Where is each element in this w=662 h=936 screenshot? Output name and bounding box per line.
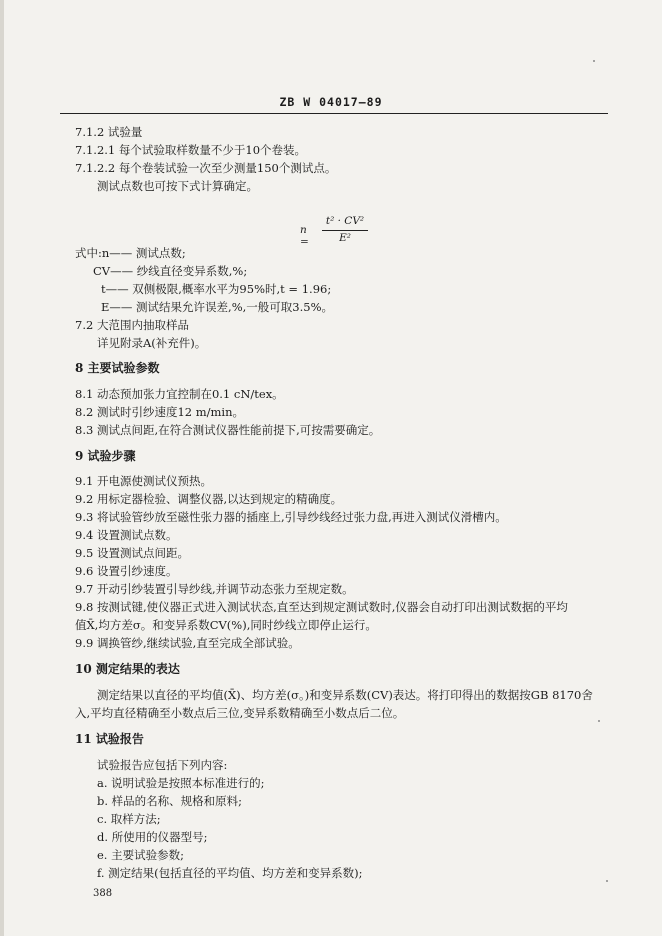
report-item-c: c. 取样方法; <box>97 812 161 826</box>
clause-7-2: 7.2 大范围内抽取样品 <box>75 318 189 332</box>
page-number: 388 <box>93 888 113 899</box>
clause-9-8-cont: 值X̄,均方差σ。和变异系数CV(%),同时纱线立即停止运行。 <box>75 618 377 632</box>
report-item-e: e. 主要试验参数; <box>97 848 184 862</box>
scan-speck <box>593 60 595 62</box>
where-cv: CV—— 纱线直径变异系数,%; <box>93 264 248 278</box>
section-8-heading: 8 主要试验参数 <box>75 361 160 375</box>
scan-edge <box>0 0 4 936</box>
where-e: E—— 测试结果允许误差,%,一般可取3.5%。 <box>101 300 334 314</box>
clause-9-7: 9.7 开动引纱装置引导纱线,并调节动态张力至规定数。 <box>75 582 354 596</box>
scan-speck <box>598 720 600 722</box>
clause-9-8: 9.8 按测试键,使仪器正式进入测试状态,直至达到规定测试数时,仪器会自动打印出测试数据的平均 <box>75 600 568 614</box>
clause-8-3: 8.3 测试点间距,在符合测试仪器性能前提下,可按需要确定。 <box>75 423 381 437</box>
report-item-f: f. 测定结果(包括直径的平均值、均方差和变异系数); <box>97 866 363 880</box>
appendix-ref: 详见附录A(补充件)。 <box>97 336 207 350</box>
report-item-a: a. 说明试验是按照本标准进行的; <box>97 776 265 790</box>
section-10-para: 测定结果以直径的平均值(X̄)、均方差(σ。)和变异系数(CV)表达。将打印得出的数据按GB 8170舍 <box>97 688 593 702</box>
section-11-heading: 11 试验报告 <box>75 732 144 746</box>
clause-9-4: 9.4 设置测试点数。 <box>75 528 178 542</box>
clause-9-3: 9.3 将试验管纱放至磁性张力器的插座上,引导纱线经过张力盘,再进入测试仪滑槽内。 <box>75 510 507 524</box>
section-9-heading: 9 试验步骤 <box>75 449 136 463</box>
formula-numerator: t² · CV² <box>325 215 365 227</box>
clause-8-1: 8.1 动态预加张力宜控制在0.1 cN/tex。 <box>75 387 284 401</box>
clause-7-1-2: 7.1.2 试验量 <box>75 125 143 139</box>
formula-denominator: E² <box>339 232 351 244</box>
fraction-bar <box>322 230 368 231</box>
clause-7-1-2-1: 7.1.2.1 每个试验取样数量不少于10个卷装。 <box>75 143 307 157</box>
where-n: 式中:n—— 测试点数; <box>75 246 186 260</box>
clause-9-6: 9.6 设置引纱速度。 <box>75 564 178 578</box>
formula-intro: 测试点数也可按下式计算确定。 <box>97 179 258 193</box>
where-t: t—— 双侧极限,概率水平为95%时,t = 1.96; <box>101 282 332 296</box>
section-10-para-cont: 入,平均直径精确至小数点后三位,变异系数精确至小数点后二位。 <box>75 706 405 720</box>
clause-8-2: 8.2 测试时引纱速度12 m/min。 <box>75 405 245 419</box>
clause-9-2: 9.2 用标定器检验、调整仪器,以达到规定的精确度。 <box>75 492 343 506</box>
report-item-b: b. 样品的名称、规格和原料; <box>97 794 243 808</box>
section-10-heading: 10 测定结果的表达 <box>75 662 180 676</box>
report-intro: 试验报告应包括下列内容: <box>97 758 228 772</box>
clause-9-5: 9.5 设置测试点间距。 <box>75 546 189 560</box>
report-item-d: d. 所使用的仪器型号; <box>97 830 208 844</box>
standard-number: ZB W 04017—89 <box>279 95 383 109</box>
clause-7-1-2-2: 7.1.2.2 每个卷装试验一次至少测量150个测试点。 <box>75 161 337 175</box>
clause-9-1: 9.1 开电源使测试仪预热。 <box>75 474 212 488</box>
formula-lhs: n = <box>300 224 309 248</box>
clause-9-9: 9.9 调换管纱,继续试验,直至完成全部试验。 <box>75 636 300 650</box>
scan-speck <box>606 880 608 882</box>
header-rule <box>60 113 608 114</box>
